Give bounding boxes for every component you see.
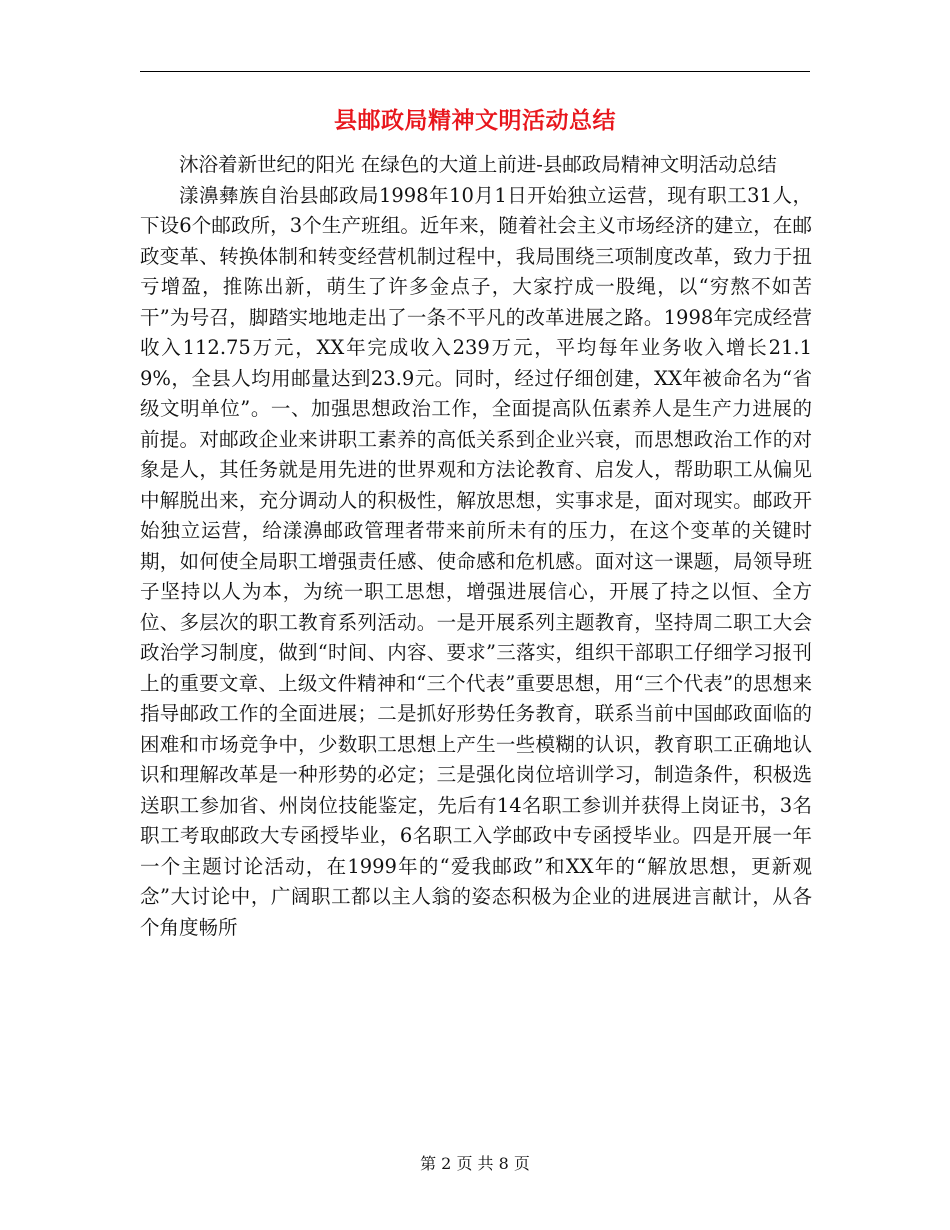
document-body <box>140 150 812 943</box>
subtitle-paragraph: 沐浴着新世纪的阳光 在绿色的大道上前进-县邮政局精神文明活动总结 <box>179 153 777 176</box>
body-paragraph: 漾濞彝族自治县邮政局1998年10月1日开始独立运营，现有职工31人，下设6个邮政所，3个生产班组。近年来，随着社会主义市场经济的建立，在邮政变革、转换体制和转变经营机制过程中，我局围绕三项制度改革，致力于扭亏增盈，推陈出新，萌生了许多金点子，大家拧成一股绳，以“穷熬不如苦干”为号召，脚踏实地地走出了一条不平凡的改革进展之路。1998年完成经营收入112.75万元，XX年完成收入239万元，平均每年业务收入增长21.19%，全县人均用邮量达到23.9元。同时，经过仔细创建，XX年被命名为“省级文明单位”。一、加强思想政治工作，全面提高队伍素养人是生产力进展的前提。对邮政企业来讲职工素养的高低关系到企业兴衰，而思想政治工作的对象是人，其任务就是用先进的世界观和方法论教育、启发人，帮助职工从偏见中解脱出来，充分调动人的积极性，解放思想，实事求是，面对现实。邮政开始独立运营，给漾濞邮政管理者带来前所未有的压力，在这个变革的关键时期，如何使全局职工增强责任感、使命感和危机感。面对这一课题，局领导班子坚持以人为本，为统一职工思想，增强进展信心，开展了持之以恒、全方位、多层次的职工教育系列活动。一是开展系列主题教育，坚持周二职工大会政治学习制度，做到“时间、内容、要求”三落实，组织干部职工仔细学习报刊上的重要文章、上级文件精神和“三个代表”重要思想，用“三个代表”的思想来指导邮政工作的全面进展；二是抓好形势任务教育，联系当前中国邮政面临的困难和市场竞争中，少数职工思想上产生一些模糊的认识，教育职工正确地认识和理解改革是一种形势的必定；三是强化岗位培训学习，制造条件，积极选送职工参加省、州岗位技能鉴定，先后有14名职工参训并获得上岗证书，3名职工考取邮政大专函授毕业，6名职工入学邮政中专函授毕业。四是开展一年一个主题讨论活动，在1999年的“爱我邮政”和XX年的“解放思想，更新观念”大讨论中，广阔职工都以主人翁的姿态积极为企业的进展进言献计，从各个角度畅所 <box>140 183 812 939</box>
page-number-footer: 第 2 页 共 8 页 <box>420 1154 530 1173</box>
header-rule <box>140 71 810 72</box>
document-title: 县邮政局精神文明活动总结 <box>334 107 616 134</box>
